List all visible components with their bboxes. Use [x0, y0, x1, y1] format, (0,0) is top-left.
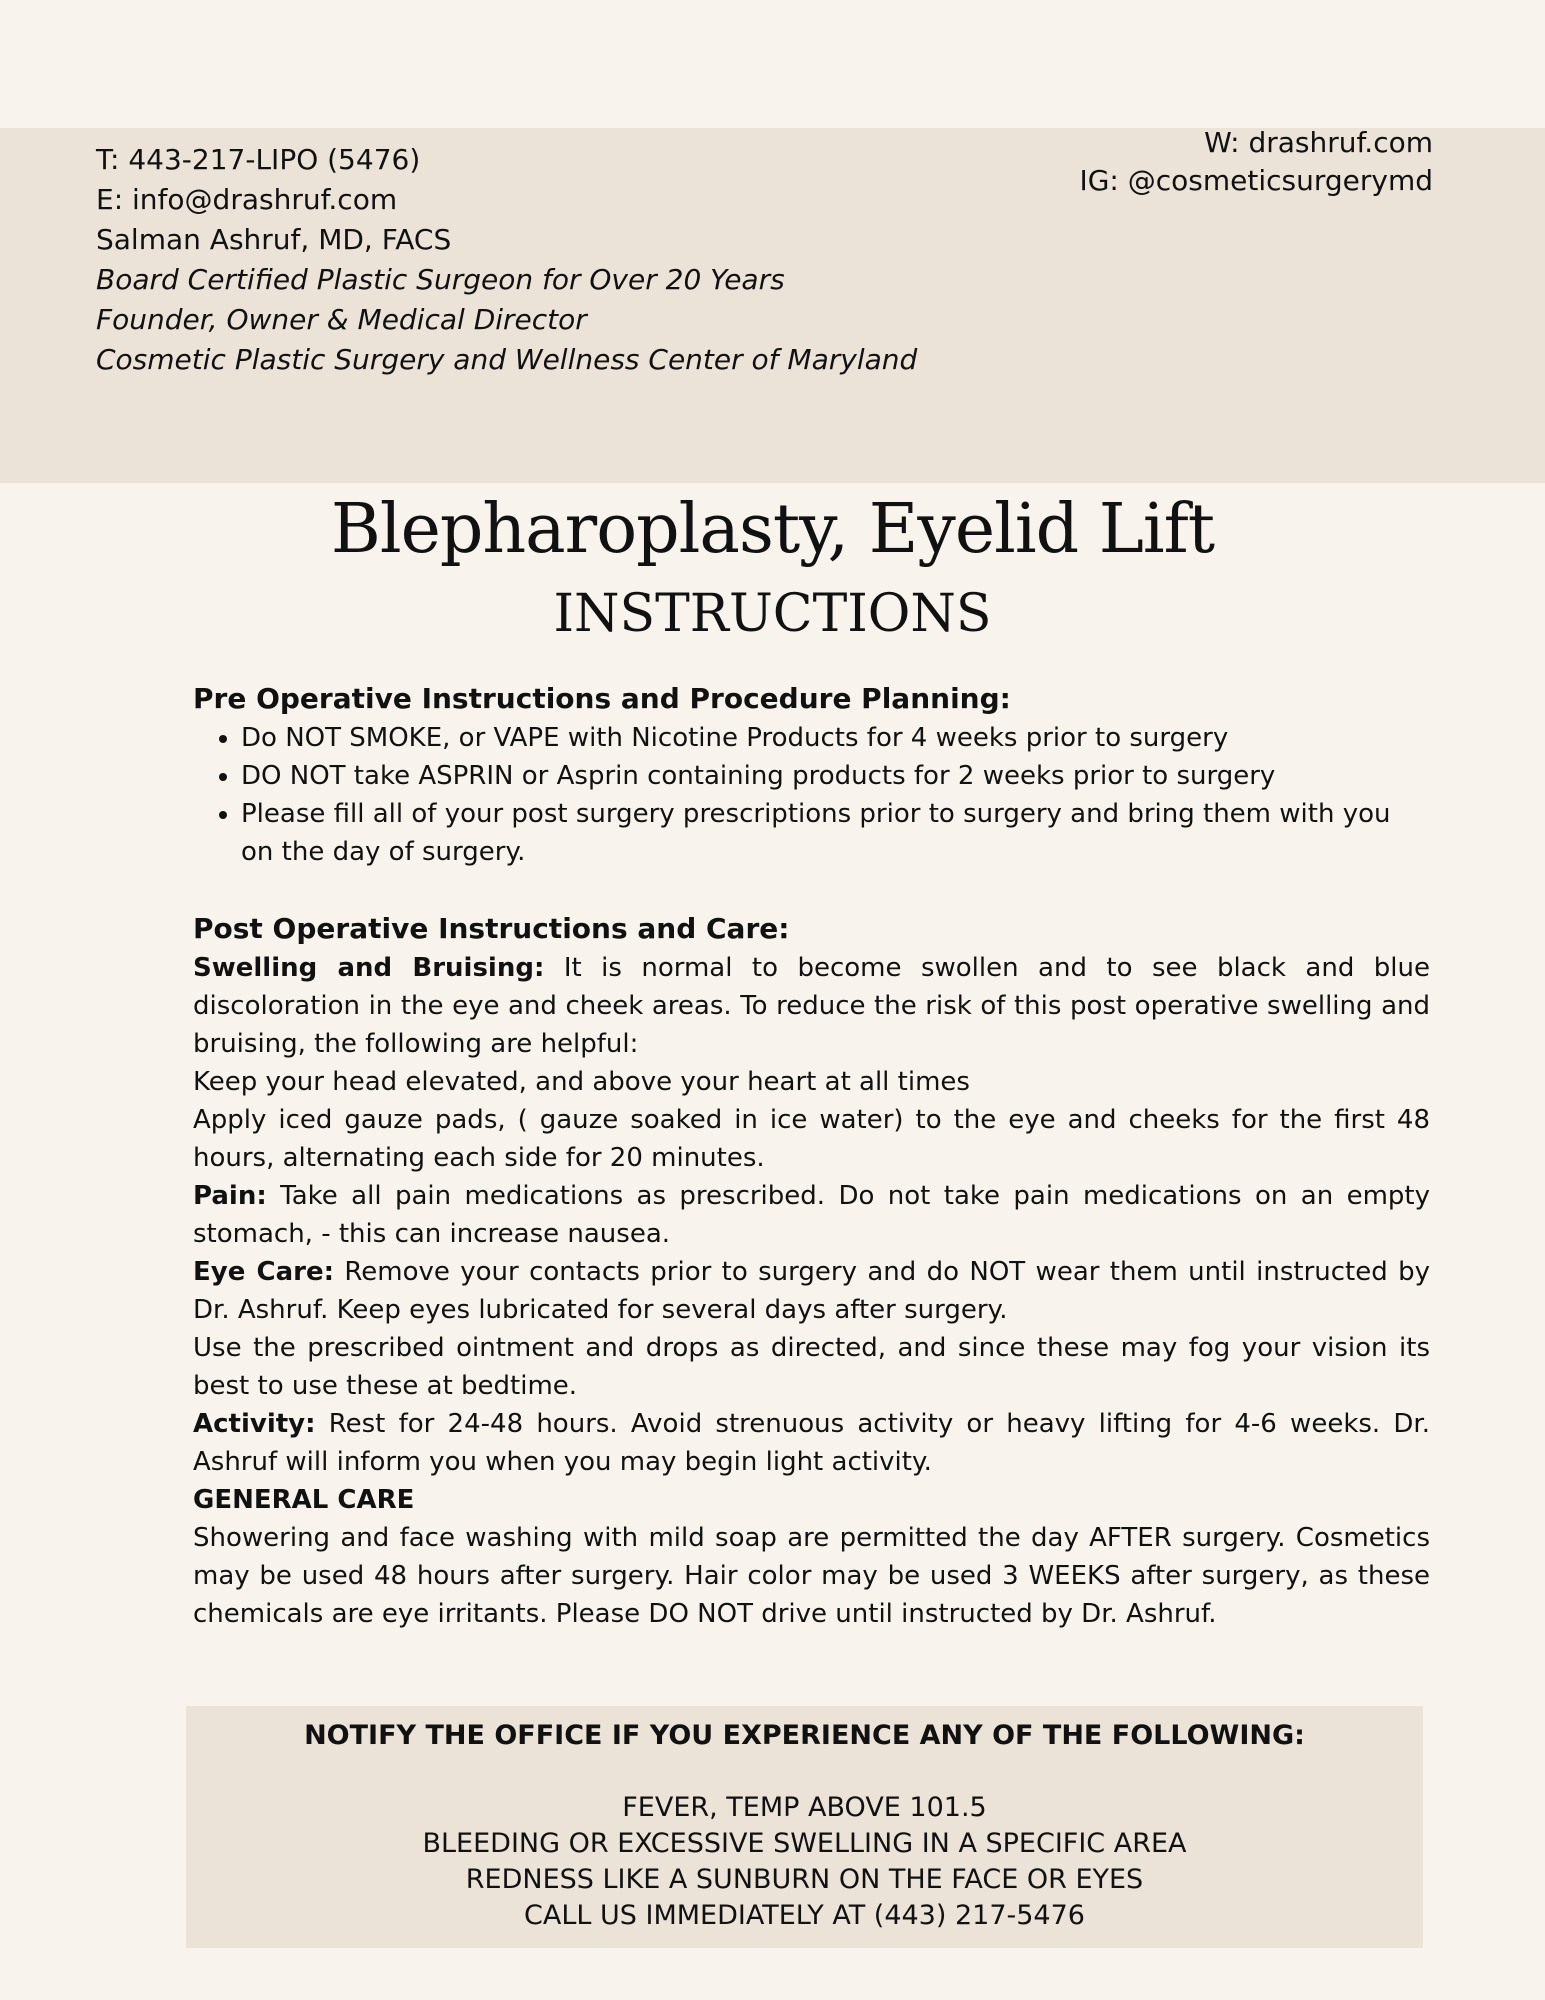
activity-label: Activity: — [193, 1409, 316, 1439]
pre-op-item: • Please fill all of your post surgery prescriptions prior to surgery and bring them with you on the day of surgery. — [241, 795, 1430, 871]
eye-care-paragraph — [193, 1253, 1430, 1329]
swelling-paragraph — [193, 949, 1430, 1063]
center-name: Cosmetic Plastic Surgery and Wellness Center of Maryland — [96, 343, 918, 376]
role-line: Founder, Owner & Medical Director — [96, 303, 587, 336]
ointment-line: Use the prescribed ointment and drops as directed, and since these may fog your vision its best to use these at bedtime. — [193, 1333, 1430, 1401]
general-care-text: Showering and face washing with mild soap are permitted the day AFTER surgery. Cosmetics may be used 48 hours after surgery. Hair color may be used 3 WEEKS after surgery, as these chemicals are eye irritants. Please DO NOT drive until instructed by Dr. Ashruf. — [193, 1523, 1430, 1629]
notify-call-line[interactable]: CALL US IMMEDIATELY AT (443) 217-5476 — [524, 1900, 1085, 1931]
swelling-label: Swelling and Bruising: — [193, 953, 545, 983]
credential-line: Board Certified Plastic Surgeon for Over 20 Years — [96, 263, 785, 296]
activity-text: Rest for 24-48 hours. Avoid strenuous activity or heavy lifting for 4-6 weeks. Dr. Ashruf will inform you when you may begin light activity. — [193, 1409, 1430, 1477]
activity-paragraph — [193, 1405, 1430, 1481]
notify-item: FEVER, TEMP ABOVE 101.5 — [622, 1792, 987, 1823]
head-elevated-line: Keep your head elevated, and above your heart at all times — [193, 1067, 970, 1097]
eye-care-label: Eye Care: — [193, 1257, 334, 1287]
website-link[interactable]: W: drashruf.com — [1204, 126, 1433, 159]
phone-number[interactable]: T: 443-217-LIPO (5476) — [96, 143, 421, 176]
notify-spacer — [186, 1754, 1423, 1790]
notify-box — [186, 1706, 1423, 1948]
pre-op-item: • DO NOT take ASPRIN or Asprin containing products for 2 weeks prior to surgery — [241, 757, 1430, 795]
notify-item: BLEEDING OR EXCESSIVE SWELLING IN A SPECIFIC AREA — [422, 1828, 1187, 1859]
pre-op-item: • Do NOT SMOKE, or VAPE with Nicotine Products for 4 weeks prior to surgery — [241, 719, 1430, 757]
general-care-heading — [193, 1481, 1430, 1519]
instagram-handle[interactable]: IG: @cosmeticsurgerymd — [1079, 164, 1433, 197]
pain-label: Pain: — [193, 1181, 267, 1211]
pre-op-heading: Pre Operative Instructions and Procedure Planning: — [193, 682, 1011, 715]
post-op-heading: Post Operative Instructions and Care: — [193, 912, 790, 945]
eye-care-text: Remove your contacts prior to surgery and do NOT wear them until instructed by Dr. Ashruf. Keep eyes lubricated for several days after surgery. — [193, 1257, 1431, 1325]
doctor-name: Salman Ashruf, MD, FACS — [96, 223, 452, 256]
swelling-text: It is normal to become swollen and to see black and blue discoloration in the eye and cheek areas. To reduce the risk of this post operative swelling and bruising, the following are helpful: — [193, 953, 1430, 1059]
web-contact-block — [1079, 124, 1433, 200]
instructions-body — [193, 679, 1430, 1633]
page-subtitle: INSTRUCTIONS — [553, 584, 992, 644]
pre-op-list — [193, 719, 1430, 871]
notify-item: REDNESS LIKE A SUNBURN ON THE FACE OR EYES — [465, 1864, 1144, 1895]
general-care-label: GENERAL CARE — [193, 1485, 415, 1515]
page-title: Blepharoplasty, Eyelid Lift — [330, 490, 1215, 569]
contact-block — [96, 140, 917, 380]
pain-text: Take all pain medications as prescribed. Do not take pain medications on an empty stomach, - this can increase nausea. — [193, 1181, 1430, 1249]
section-spacer — [193, 871, 1430, 909]
iced-gauze-line: Apply iced gauze pads, ( gauze soaked in ice water) to the eye and cheeks for the first 48 hours, alternating each side for 20 minutes. — [193, 1105, 1430, 1173]
email-address[interactable]: E: info@drashruf.com — [96, 183, 398, 216]
notify-heading: NOTIFY THE OFFICE IF YOU EXPERIENCE ANY OF THE FOLLOWING: — [304, 1720, 1305, 1751]
pain-paragraph — [193, 1177, 1430, 1253]
